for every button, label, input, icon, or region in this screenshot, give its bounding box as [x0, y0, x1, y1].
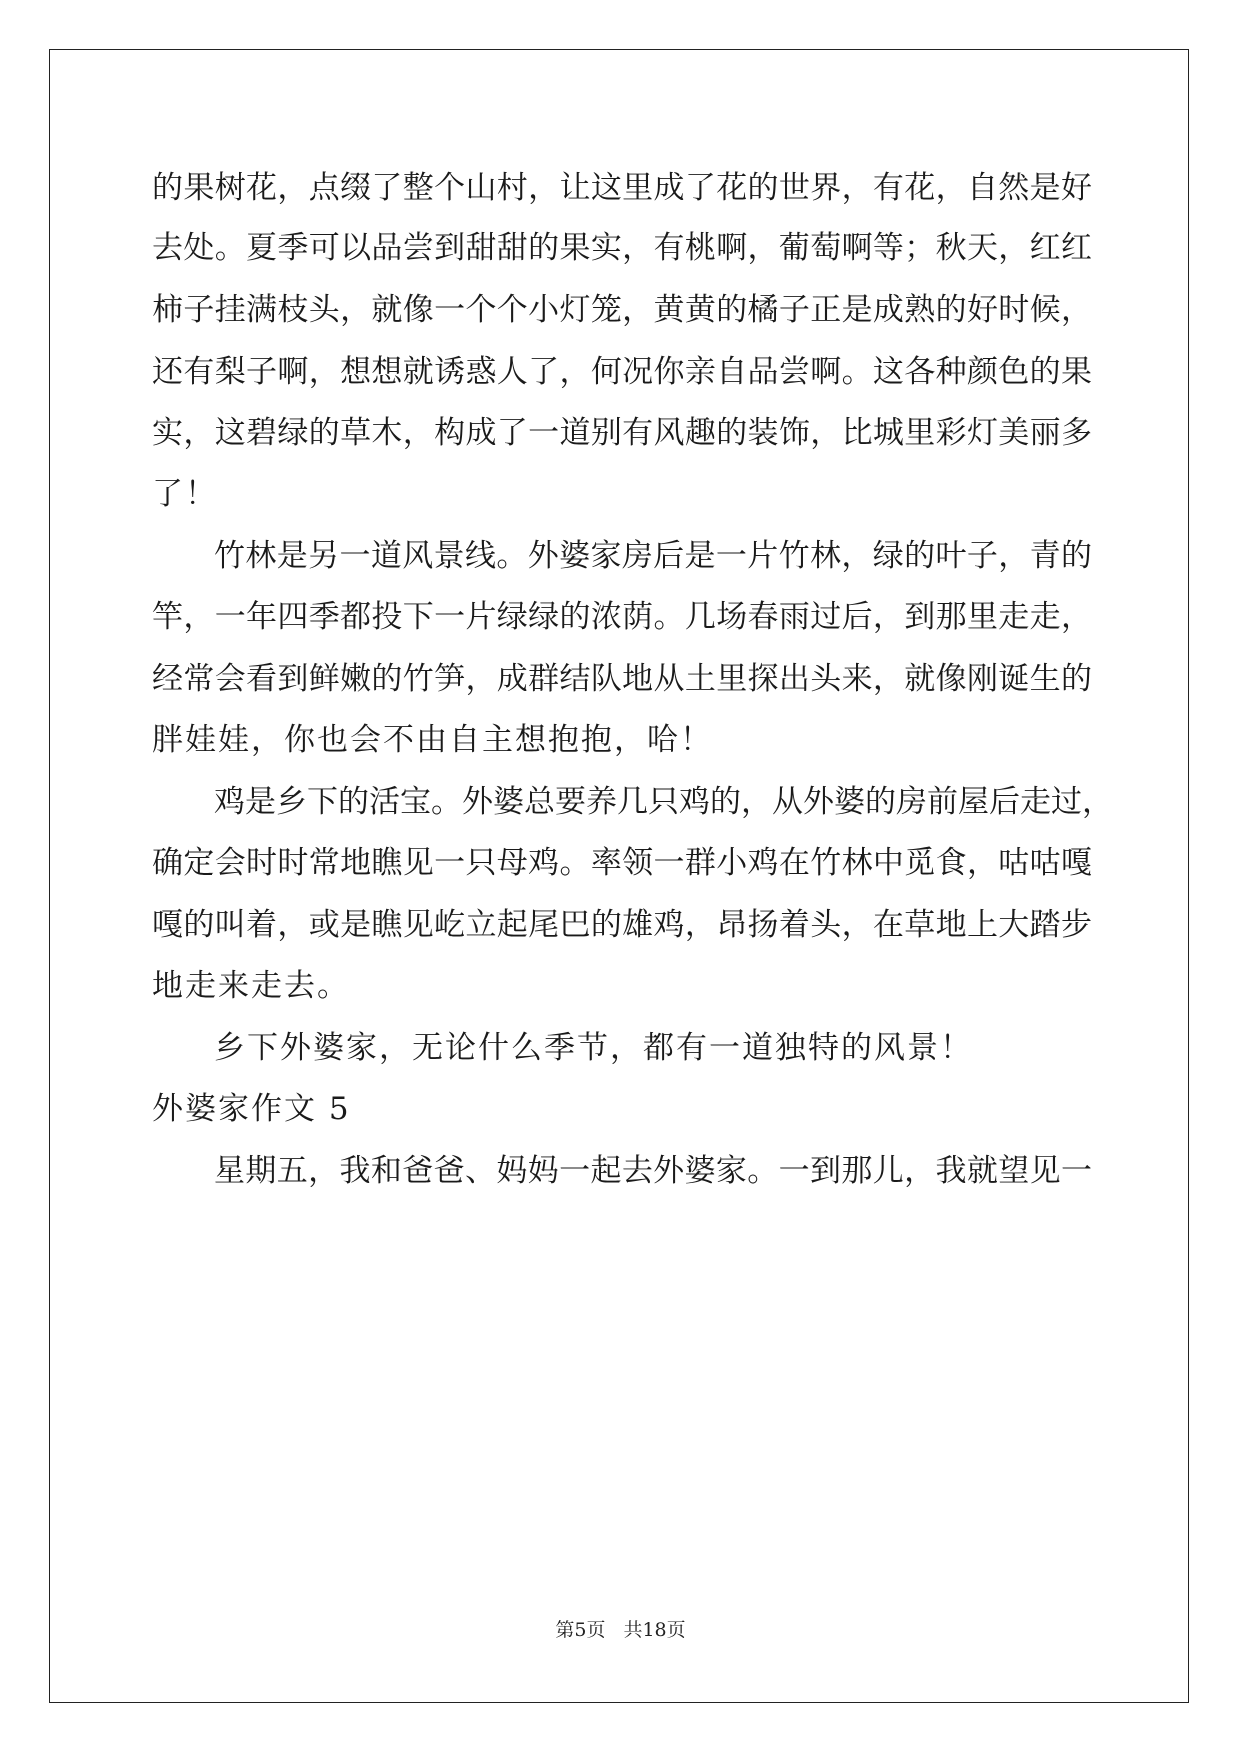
body-line-11: 鸡是乡下的活宝。外婆总要养几只鸡的，从外婆的房前屋后走过， — [214, 784, 1113, 820]
body-line-6: 了！ — [152, 476, 218, 512]
body-line-4: 还有梨子啊，想想就诱惑人了，何况你亲自品尝啊。这各种颜色的果 — [152, 354, 1092, 390]
body-line-3: 柿子挂满枝头，就像一个个小灯笼，黄黄的橘子正是成熟的好时候， — [152, 292, 1092, 328]
body-line-9: 经常会看到鲜嫩的竹笋，成群结队地从土里探出头来，就像刚诞生的 — [152, 661, 1092, 697]
body-line-12: 确定会时时常地瞧见一只母鸡。率领一群小鸡在竹林中觅食，咕咕嘎 — [152, 845, 1092, 881]
section-heading: 外婆家作文 5 — [152, 1091, 351, 1127]
page-total: 共18页 — [623, 1619, 686, 1641]
body-line-8: 竿，一年四季都投下一片绿绿的浓荫。几场春雨过后，到那里走走， — [152, 599, 1092, 635]
body-line-14: 地走来走去。 — [152, 968, 350, 1004]
body-line-17: 星期五，我和爸爸、妈妈一起去外婆家。一到那儿，我就望见一 — [214, 1153, 1092, 1189]
page-number: 第5页 — [555, 1619, 606, 1641]
body-line-1: 的果树花，点缀了整个山村，让这里成了花的世界，有花，自然是好 — [152, 170, 1092, 206]
body-line-2: 去处。夏季可以品尝到甜甜的果实，有桃啊，葡萄啊等；秋天，红红 — [152, 230, 1092, 266]
body-line-13: 嘎的叫着，或是瞧见屹立起尾巴的雄鸡，昂扬着头，在草地上大踏步 — [152, 907, 1092, 943]
body-line-5: 实，这碧绿的草木，构成了一道别有风趣的装饰，比城里彩灯美丽多 — [152, 415, 1092, 451]
body-line-15: 乡下外婆家，无论什么季节，都有一道独特的风景！ — [214, 1030, 973, 1066]
body-line-10: 胖娃娃，你也会不由自主想抱抱，哈！ — [152, 722, 713, 758]
page-footer — [0, 1618, 1241, 1642]
body-line-7: 竹林是另一道风景线。外婆家房后是一片竹林，绿的叶子，青的 — [214, 538, 1092, 574]
